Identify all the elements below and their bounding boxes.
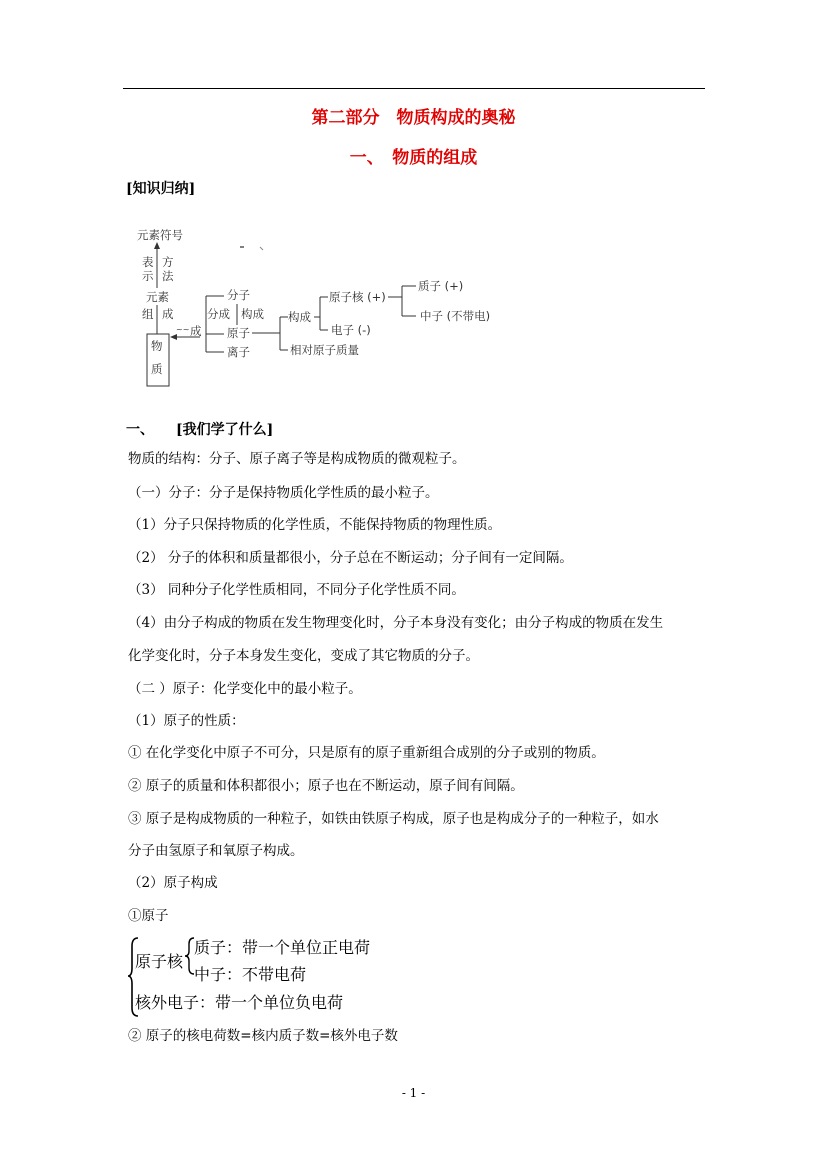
diagram-compose-top: 组 [142, 307, 154, 321]
atom-electron-label: 核外电子：带一个单位负电荷 [135, 993, 344, 1012]
structure-diagram [132, 222, 512, 392]
diagram-compose-bottom: 成 [162, 307, 174, 321]
atom-structure [128, 934, 388, 1020]
diagram-substance-bottom: 质 [151, 362, 163, 376]
section-title: 一、 物质的组成 [349, 148, 478, 168]
learned-heading [126, 419, 273, 439]
paragraph: ① 在化学变化中原子不可分，只是原有的原子重新组合成别的分子或别的物质。 [128, 745, 605, 761]
diagram-molecule: 分子 [227, 288, 250, 302]
atom-nucleus-label: 原子核 [135, 952, 184, 971]
diagram-represent-bottom: 示 [142, 269, 154, 283]
paragraph: 物质的结构：分子、原子离子等是构成物质的微观粒子。 [128, 451, 466, 467]
paragraph: （1）分子只保持物质的化学性质，不能保持物质的物理性质。 [128, 517, 502, 533]
paragraph: （2） 分子的体积和质量都很小，分子总在不断运动；分子间有一定间隔。 [128, 550, 573, 566]
atom-neutron-label: 中子：不带电荷 [194, 965, 307, 984]
paragraph: （4）由分子构成的物质在发生物理变化时，分子本身没有变化；由分子构成的物质在发生 [128, 615, 664, 631]
paragraph: （1）原子的性质： [128, 713, 245, 729]
diagram-constitute: 构成 [288, 310, 311, 324]
paragraph: （一）分子：分子是保持物质化学性质的最小粒子。 [128, 485, 439, 501]
diagram-form-label: 成 [190, 324, 202, 338]
paragraph: （2）原子构成 [128, 875, 218, 891]
diagram-neutron: 中子 (不带电) [420, 309, 491, 323]
paragraph: ③ 原子是构成物质的一种粒子，如铁由铁原子构成，原子也是构成分子的一种粒子，如水 [128, 811, 659, 827]
diagram-element-symbol: 元素符号 [137, 228, 183, 242]
paragraph: ② 原子的核电荷数=核内质子数=核外电子数 [128, 1028, 398, 1044]
diagram-proton: 质子 (+) [418, 279, 464, 293]
page-number: - 1 - [401, 1086, 426, 1100]
diagram-relative-mass: 相对原子质量 [290, 343, 359, 357]
paragraph: ①原子 [128, 908, 169, 924]
paragraph: 分子由氢原子和氧原子构成。 [128, 843, 304, 859]
paragraph: （3） 同种分子化学性质相同，不同分子化学性质不同。 [128, 582, 465, 598]
paragraph: ② 原子的质量和体积都很小；原子也在不断运动，原子间有间隔。 [128, 778, 524, 794]
atom-proton-label: 质子：带一个单位正电荷 [194, 938, 371, 957]
paragraph: 化学变化时，分子本身发生变化，变成了其它物质的分子。 [128, 648, 479, 664]
diagram-atom: 原子 [227, 326, 250, 340]
diagram-substance-top: 物 [151, 339, 163, 353]
diagram-nucleus: 原子核 (+) [329, 290, 386, 304]
diagram-represent-top: 表 [142, 255, 154, 269]
part-title: 第二部分 物质构成的奥秘 [311, 108, 516, 128]
svg-text:~~: ~~ [176, 325, 190, 334]
learned-heading-label: [我们学了什么] [176, 422, 274, 438]
diagram-ion: 离子 [227, 345, 250, 359]
header-rule [123, 88, 705, 89]
diagram-split-into: 分成 [207, 307, 230, 321]
paragraph: （二 ）原子：化学变化中的最小粒子。 [128, 681, 362, 697]
learned-heading-number: 一、 [126, 422, 154, 438]
diagram-element: 元素 [146, 290, 169, 304]
diagram-electron: 电子 (-) [331, 323, 371, 337]
knowledge-heading: [知识归纳] [126, 181, 196, 197]
diagram-method-bottom: 法 [162, 269, 174, 283]
diagram-method-top: 方 [162, 255, 174, 269]
diagram-constitute-vertical: 构成 [241, 307, 264, 321]
